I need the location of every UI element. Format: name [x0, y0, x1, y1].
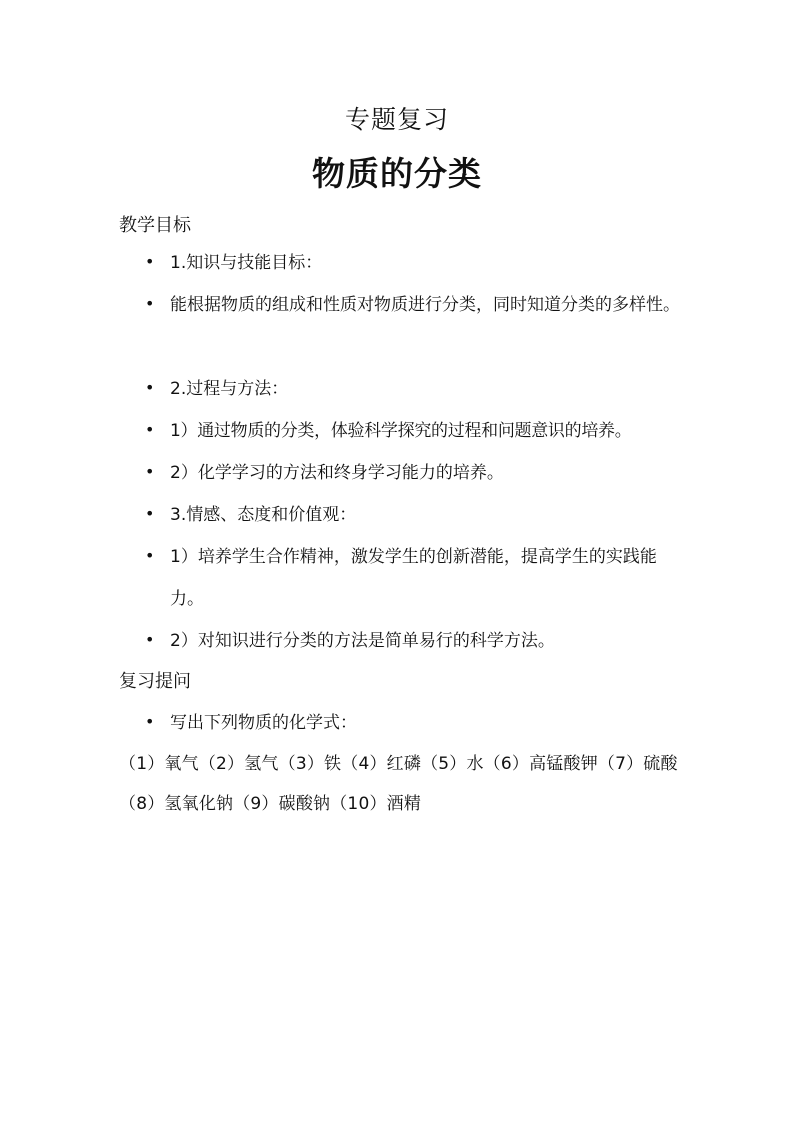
list-item-text: 2）对知识进行分类的方法是简单易行的科学方法。	[170, 631, 555, 651]
exercise-paragraph: （1）氧气（2）氢气（3）铁（4）红磷（5）水（6）高锰酸钾（7）硫酸（8）氢氧化钠（9）碳酸钠（10）酒精	[119, 754, 678, 814]
list-item-text: 3.情感、态度和价值观：	[170, 505, 357, 525]
bullet-icon: •	[145, 420, 155, 439]
list-item-text: 1）培养学生合作精神，激发学生的创新潜能，提高学生的实践能力。	[170, 547, 657, 609]
bullet-icon: •	[145, 546, 155, 565]
bullet-icon: •	[145, 712, 155, 731]
bullet-icon: •	[145, 252, 155, 271]
list-item-text: 能根据物质的组成和性质对物质进行分类，同时知道分类的多样性。	[170, 295, 680, 315]
bullet-icon: •	[145, 504, 155, 523]
list-item-text: 1.知识与技能目标：	[170, 253, 323, 273]
bullet-icon: •	[145, 462, 155, 481]
list-item-text: 2.过程与方法：	[170, 379, 289, 399]
section-heading-objectives: 教学目标	[119, 215, 191, 236]
list-item-text: 写出下列物质的化学式：	[170, 713, 357, 733]
document-subtitle: 专题复习	[344, 105, 449, 134]
bullet-icon: •	[145, 378, 155, 397]
section-heading-review: 复习提问	[119, 671, 191, 692]
list-item-text: 1）通过物质的分类，体验科学探究的过程和问题意识的培养。	[170, 421, 632, 441]
list-item-text: 2）化学学习的方法和终身学习能力的培养。	[170, 463, 504, 483]
bullet-icon: •	[145, 294, 155, 313]
bullet-icon: •	[145, 630, 155, 649]
document-title: 物质的分类	[312, 154, 482, 193]
